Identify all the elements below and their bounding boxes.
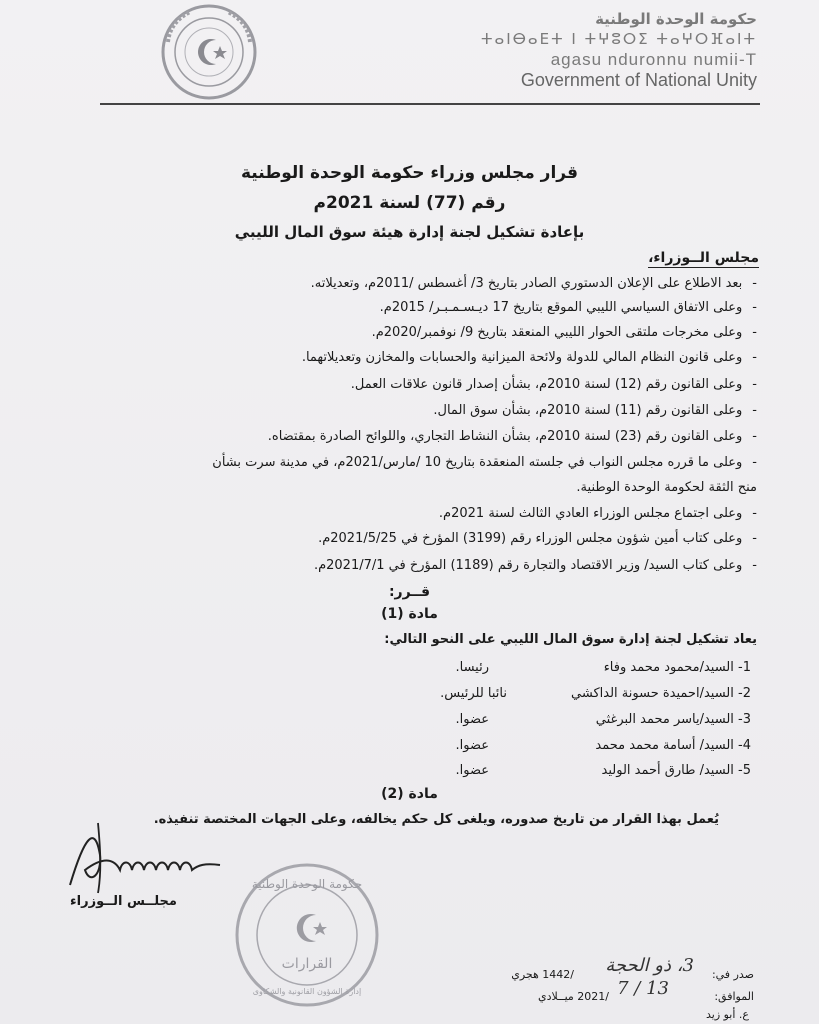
preamble-line: -وعلى كتاب أمين شؤون مجلس الوزراء رقم (3199) المؤرخ في 2021/5/25م.	[318, 531, 757, 546]
committee-member-name: 3- السيد/ياسر محمد البرغثي	[595, 712, 751, 727]
letterhead-arabic: حكومة الوحدة الوطنية	[595, 10, 757, 28]
issued-handwritten-date: 3، ذو الحجة	[605, 955, 694, 976]
committee-member-role: رئيسا.	[455, 660, 489, 675]
initials: ع. أبو زيد	[705, 1008, 749, 1021]
article-1-intro: يعاد تشكيل لجنة إدارة سوق المال الليبي على النحو التالي:	[384, 632, 757, 647]
preamble-line: -وعلى القانون رقم (11) لسنة 2010م، بشأن سوق المال.	[433, 403, 757, 418]
preamble-line: -وعلى مخرجات ملتقى الحوار الليبي المنعقد بتاريخ 9/ نوفمبر/2020م.	[371, 325, 757, 340]
committee-member-name: 1- السيد/محمود محمد وفاء	[603, 660, 751, 675]
gregorian-handwritten-date: 7 / 13	[617, 978, 669, 999]
government-seal-icon	[150, 2, 268, 102]
gregorian-year: /2021 ميــلادي	[538, 990, 609, 1003]
preamble-line: -وعلى قانون النظام المالي للدولة ولائحة الميزانية والحسابات والمخازن وتعديلاتهما.	[301, 350, 757, 365]
signature-icon	[60, 815, 230, 900]
decision-title: قرار مجلس وزراء حكومة الوحدة الوطنية	[241, 163, 578, 183]
preamble-line: -وعلى القانون رقم (23) لسنة 2010م، بشأن النشاط التجاري، واللوائح الصادرة بمقتضاه.	[267, 429, 757, 444]
committee-member-name: 2- السيد/احميدة حسونة الداكشي	[571, 686, 751, 701]
letterhead-tifinagh: ⵜⴰⵏⴱⴰⴹⵜ ⵏ ⵜⵖⵓⵔⵉ ⵜⴰⵖⵔⴼⴰⵏⵜ	[480, 30, 757, 48]
decided-heading: قــرر:	[388, 584, 431, 600]
decision-number: رقم (77) لسنة 2021م	[313, 193, 506, 213]
letterhead	[437, 10, 757, 91]
preamble-line: -وعلى ما قرره مجلس النواب في جلسته المنعقدة بتاريخ 10 /مارس/2021م، في مدينة سرت بشأن	[212, 455, 757, 470]
seal-lower-text: إدارة الشؤون القانونية والشكاوى	[252, 987, 362, 996]
preamble-line: -وعلى اجتماع مجلس الوزراء العادي الثالث لسنة 2021م.	[438, 506, 757, 521]
article-2-heading: مادة (2)	[381, 786, 438, 802]
letterhead-english: Government of National Unity	[520, 70, 757, 90]
seal-outer-text: حكومة الوحدة الوطنية	[251, 877, 363, 891]
article-2-text: يُعمل بهذا القرار من تاريخ صدوره، ويلغى كل حكم يخالفه، وعلى الجهات المختصة تنفيذه.	[153, 812, 719, 827]
committee-member-role: عضوا.	[455, 738, 489, 753]
committee-member-name: 4- السيد/ أسامة محمد محمد	[595, 738, 751, 753]
preamble-line: -وعلى كتاب السيد/ وزير الاقتصاد والتجارة رقم (1189) المؤرخ في 2021/7/1م.	[313, 558, 757, 573]
header-divider	[100, 103, 760, 105]
decisions-seal-icon	[232, 860, 382, 1010]
letterhead-berber: agasu nduronnu numii-T	[550, 50, 757, 69]
preamble-line: -وعلى القانون رقم (12) لسنة 2010م، بشأن إصدار قانون علاقات العمل.	[350, 377, 757, 392]
committee-member-name: 5- السيد/ طارق أحمد الوليد	[601, 763, 751, 778]
council-heading: مجلس الــوزراء،	[648, 250, 759, 266]
preamble-line: -بعد الاطلاع على الإعلان الدستوري الصادر بتاريخ 3/ أغسطس /2011م، وتعديلاته.	[310, 276, 757, 291]
committee-member-role: نائبا للرئيس.	[440, 686, 507, 701]
committee-member-role: عضوا.	[455, 763, 489, 778]
signature-label: مجلــس الــوزراء	[70, 894, 177, 909]
issued-label: صدر في:	[711, 968, 754, 981]
corresponding-label: الموافق:	[714, 990, 754, 1003]
preamble-line-continued: منح الثقة لحكومة الوحدة الوطنية.	[576, 480, 757, 495]
seal-inner-text: القرارات	[281, 956, 333, 972]
decision-subject: بإعادة تشكيل لجنة إدارة هيئة سوق المال الليبي	[234, 223, 585, 241]
committee-member-role: عضوا.	[455, 712, 489, 727]
preamble-line: -وعلى الاتفاق السياسي الليبي الموقع بتاريخ 17 ديـسـمـبـر/ 2015م.	[379, 300, 757, 315]
hijri-year: /1442 هجري	[511, 968, 574, 981]
article-1-heading: مادة (1)	[381, 606, 438, 622]
